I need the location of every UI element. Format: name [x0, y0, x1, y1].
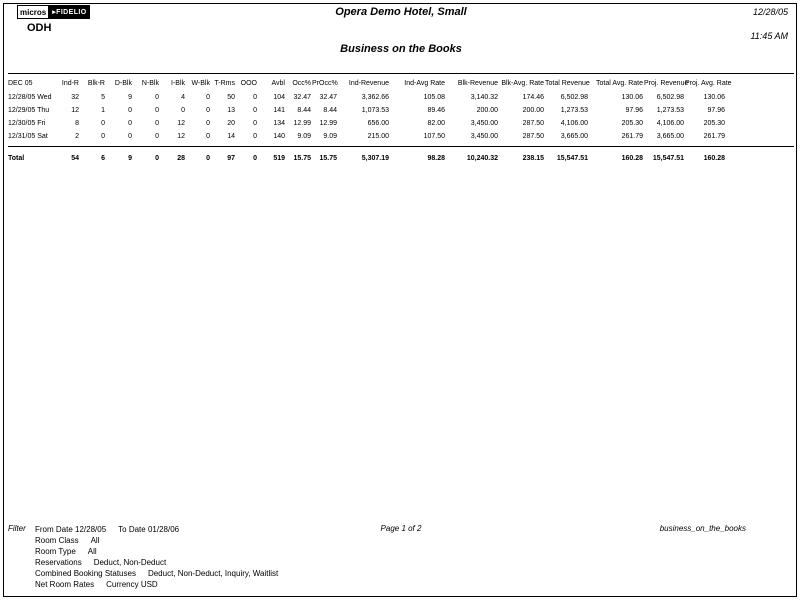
total-cell: 15,547.51: [556, 155, 588, 162]
cell: 9: [128, 94, 132, 101]
filter-value: Deduct, Non-Deduct, Inquiry, Waitlist: [147, 569, 279, 578]
col-header: Blk-Revenue: [457, 79, 498, 87]
cell: 287.50: [522, 120, 544, 127]
cell: 0: [253, 94, 257, 101]
filter-name: Reservations: [35, 558, 82, 567]
cell: 5: [101, 94, 105, 101]
cell: 130.06: [621, 94, 643, 101]
cell: 205.30: [703, 120, 725, 127]
col-header: N-Blk: [141, 79, 159, 87]
cell-date: 12/28/05 Wed: [8, 94, 52, 101]
cell: 3,450.00: [470, 120, 498, 127]
col-header: Ind-R: [61, 79, 79, 87]
cell: 2: [75, 133, 79, 140]
cell: 0: [101, 133, 105, 140]
col-header: Total Revenue: [545, 79, 590, 87]
cell: 0: [206, 133, 210, 140]
col-header: Ind-Revenue: [348, 79, 389, 87]
report-filename: business_on_the_books: [659, 524, 746, 533]
total-cell: 5,307.19: [361, 155, 389, 162]
total-cell: 9: [128, 155, 132, 162]
cell: 1,273.53: [560, 107, 588, 114]
col-header: I-Blk: [171, 79, 185, 87]
col-header: DEC 05: [8, 79, 33, 87]
filter-row: [35, 546, 278, 557]
cell: 215.00: [367, 133, 389, 140]
cell: 9.09: [323, 133, 337, 140]
cell: 12: [71, 107, 79, 114]
total-cell: 0: [206, 155, 210, 162]
cell: 104: [273, 94, 285, 101]
total-cell: 15.75: [319, 155, 337, 162]
col-header: W-Blk: [191, 79, 210, 87]
col-header: Blk-Avg. Rate: [501, 79, 544, 87]
col-header: Occ%: [292, 79, 311, 87]
col-header: PrOcc%: [312, 79, 338, 87]
filter-list: [35, 524, 278, 590]
filter-value: All: [87, 547, 97, 556]
filter-row: [35, 557, 278, 568]
print-date: 12/28/05: [752, 7, 788, 17]
col-header: Avbl: [271, 79, 285, 87]
filter-name: Room Type: [35, 547, 76, 556]
total-cell: 238.15: [522, 155, 544, 162]
cell: 12: [177, 133, 185, 140]
filter-row: [35, 535, 278, 546]
table-row: [8, 130, 794, 143]
cell: 1,273.53: [656, 107, 684, 114]
cell: 3,140.32: [470, 94, 498, 101]
cell: 261.79: [621, 133, 643, 140]
total-label: Total: [8, 155, 25, 162]
table-row: [8, 117, 794, 130]
col-header: Proj. Revenue: [644, 79, 689, 87]
cell: 1: [101, 107, 105, 114]
cell: 0: [253, 120, 257, 127]
cell: 4: [181, 94, 185, 101]
col-header: OOO: [240, 79, 257, 87]
total-cell: 98.28: [427, 155, 445, 162]
cell: 50: [227, 94, 235, 101]
cell: 200.00: [476, 107, 498, 114]
cell: 3,362.66: [361, 94, 389, 101]
logo-arrow-icon: ▸: [52, 9, 57, 16]
filter-value: To Date 01/28/06: [118, 525, 180, 534]
cell: 0: [206, 107, 210, 114]
cell: 89.46: [427, 107, 445, 114]
cell: 3,665.00: [560, 133, 588, 140]
report-table: [8, 73, 794, 167]
cell: 107.50: [423, 133, 445, 140]
filter-name: Room Class: [35, 536, 79, 545]
cell: 0: [155, 94, 159, 101]
col-header: D-Blk: [114, 79, 132, 87]
page-number: Page 1 of 2: [380, 524, 422, 533]
total-cell: 6: [101, 155, 105, 162]
cell: 0: [128, 133, 132, 140]
hotel-code: ODH: [27, 22, 52, 34]
cell: 0: [206, 120, 210, 127]
cell: 134: [273, 120, 285, 127]
cell: 0: [155, 120, 159, 127]
cell: 8.44: [323, 107, 337, 114]
cell: 0: [253, 133, 257, 140]
hotel-name: Opera Demo Hotel, Small: [335, 6, 467, 18]
total-cell: 54: [71, 155, 79, 162]
cell-date: 12/30/05 Fri: [8, 120, 46, 127]
total-cell: 28: [177, 155, 185, 162]
cell: 12: [177, 120, 185, 127]
cell: 9.09: [297, 133, 311, 140]
total-cell: 160.28: [621, 155, 643, 162]
cell: 97.96: [625, 107, 643, 114]
cell: 174.46: [522, 94, 544, 101]
cell: 13: [227, 107, 235, 114]
col-header: Total Avg. Rate: [596, 79, 643, 87]
cell: 1,073.53: [361, 107, 389, 114]
cell: 3,450.00: [470, 133, 498, 140]
cell: 6,502.98: [560, 94, 588, 101]
filter-row: [35, 568, 278, 579]
cell: 0: [181, 107, 185, 114]
table-header-row: [8, 74, 794, 91]
cell: 0: [128, 120, 132, 127]
table-row: [8, 104, 794, 117]
total-cell: 0: [253, 155, 257, 162]
cell: 20: [227, 120, 235, 127]
cell-date: 12/31/05 Sat: [8, 133, 48, 140]
total-cell: 160.28: [703, 155, 725, 162]
cell: 97.96: [707, 107, 725, 114]
logo-micros-box: micros: [17, 5, 49, 19]
cell: 8.44: [297, 107, 311, 114]
col-header: Proj. Avg. Rate: [685, 79, 732, 87]
cell: 0: [155, 133, 159, 140]
cell: 12.99: [319, 120, 337, 127]
cell: 656.00: [367, 120, 389, 127]
table-row: [8, 91, 794, 104]
total-cell: 97: [227, 155, 235, 162]
cell: 4,106.00: [560, 120, 588, 127]
cell: 130.06: [703, 94, 725, 101]
filter-value: All: [90, 536, 100, 545]
cell: 32: [71, 94, 79, 101]
cell: 82.00: [427, 120, 445, 127]
filter-name: From Date 12/28/05: [35, 525, 107, 534]
cell: 8: [75, 120, 79, 127]
cell: 32.47: [319, 94, 337, 101]
filter-name: Net Room Rates: [35, 580, 95, 589]
cell: 0: [101, 120, 105, 127]
col-header: Ind-Avg Rate: [404, 79, 445, 87]
cell: 6,502.98: [656, 94, 684, 101]
filter-value: Currency USD: [106, 580, 158, 589]
total-cell: 0: [155, 155, 159, 162]
cell: 261.79: [703, 133, 725, 140]
cell: 12.99: [293, 120, 311, 127]
cell: 105.08: [423, 94, 445, 101]
cell: 0: [128, 107, 132, 114]
filter-name: Combined Booking Statuses: [35, 569, 136, 578]
cell-date: 12/29/05 Thu: [8, 107, 50, 114]
cell: 0: [206, 94, 210, 101]
filter-row: [35, 579, 278, 590]
total-cell: 10,240.32: [466, 155, 498, 162]
col-header: Blk-R: [87, 79, 105, 87]
total-cell: 519: [273, 155, 285, 162]
print-time: 11:45 AM: [750, 31, 788, 41]
cell: 32.47: [293, 94, 311, 101]
cell: 0: [155, 107, 159, 114]
cell: 141: [273, 107, 285, 114]
cell: 205.30: [621, 120, 643, 127]
table-total-row: [8, 147, 794, 167]
total-cell: 15,547.51: [652, 155, 684, 162]
report-title: Business on the Books: [340, 43, 462, 55]
cell: 200.00: [522, 107, 544, 114]
cell: 4,106.00: [656, 120, 684, 127]
col-header: T-Rms: [214, 79, 235, 87]
filter-label: Filter: [8, 524, 26, 533]
cell: 287.50: [522, 133, 544, 140]
cell: 3,665.00: [656, 133, 684, 140]
cell: 14: [227, 133, 235, 140]
total-cell: 15.75: [293, 155, 311, 162]
cell: 0: [253, 107, 257, 114]
logo-fidelio-text: FIDELIO: [56, 8, 87, 16]
cell: 140: [273, 133, 285, 140]
filter-value: Deduct, Non-Deduct: [93, 558, 167, 567]
